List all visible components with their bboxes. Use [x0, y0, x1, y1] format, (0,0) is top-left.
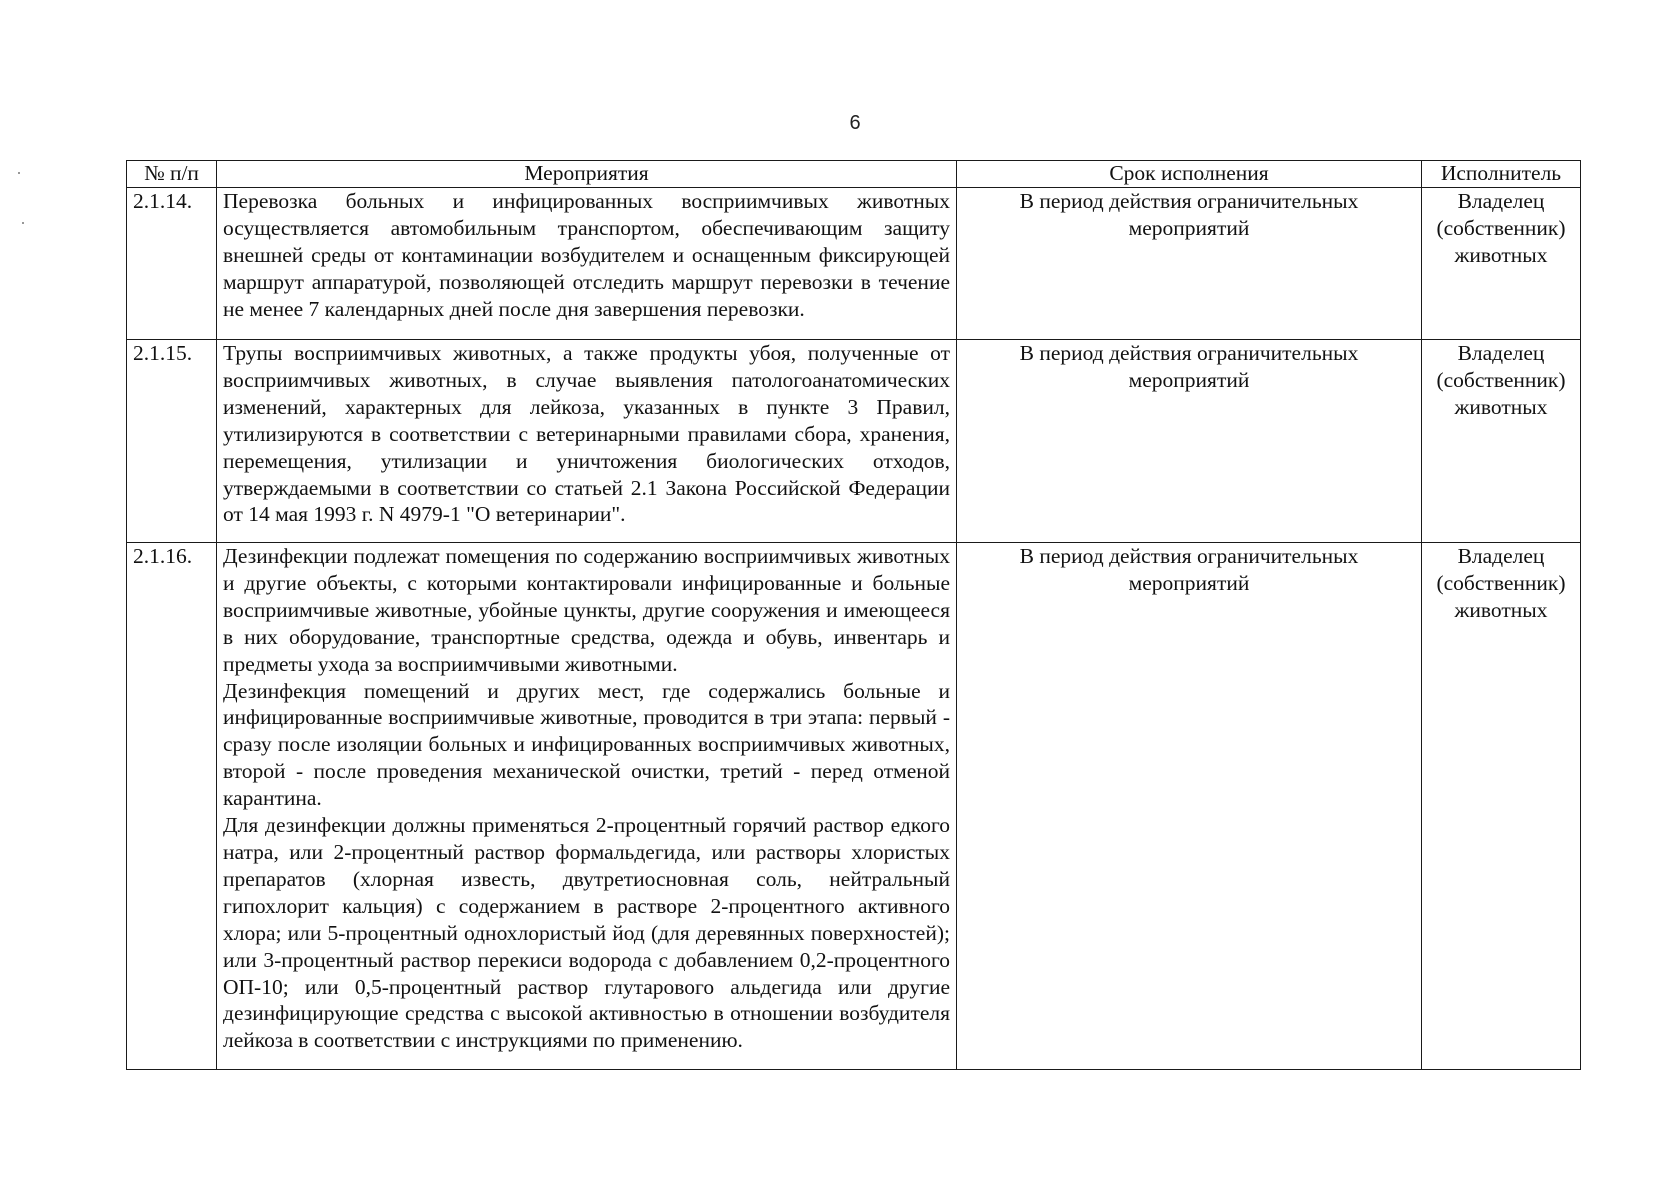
header-executor: Исполнитель	[1422, 161, 1581, 188]
table-body	[127, 188, 1581, 1070]
row-number: 2.1.15.	[127, 340, 217, 543]
scan-speck	[22, 222, 24, 224]
table-header	[127, 161, 1581, 188]
table-row	[127, 188, 1581, 340]
measure-paragraph: Дезинфекции подлежат помещения по содержанию восприимчивых животных и другие объекты, с которыми контактировали инфицированные и больные восприимчивые животные, убойные цункты, другие сооружения и имеющееся в них оборудование, транспортные средства, одежда и обувь, инвентарь и предметы ухода за восприимчивыми животными.	[223, 544, 950, 676]
measure-paragraph: Для дезинфекции должны применяться 2-процентный горячий раствор едкого натра, или 2-процентный раствор формальдегида, или растворы хлористых препаратов (хлорная известь, двутретиосновная соль, нейтральный гипохлорит кальция) с содержанием в растворе 2-процентного активного хлора; или 5-процентный однохлористый йод (для деревянных поверхностей); или 3-процентный раствор перекиси водорода с добавлением 0,2-процентного ОП-10; или 0,5-процентный раствор глутарового альдегида или другие дезинфицирующие средства с высокой активностью в отношении возбудителя лейкоза в соответствии с инструкциями по применению.	[223, 813, 950, 1053]
term-text: В период действия ограничительных мероприятий	[957, 543, 1422, 1070]
executor-text: Владелец (собственник) животных	[1422, 543, 1581, 1070]
measure-paragraph: Трупы восприимчивых животных, а также продукты убоя, полученные от восприимчивых животных, в случае выявления патологоанатомических изменений, характерных для лейкоза, указанных в пункте 3 Правил, утилизируются в соответствии с ветеринарными правилами сбора, хранения, перемещения, утилизации и уничтожения биологических отходов, утверждаемыми в соответствии со статьей 2.1 Закона Российской Федерации от 14 мая 1993 г. N 4979-1 "О ветеринарии".	[223, 341, 950, 527]
measure-paragraph: Дезинфекция помещений и других мест, где содержались больные и инфицированные восприимчивые животные, проводится в три этапа: первый - сразу после изоляции больных и инфицированных восприимчивых животных, второй - после проведения механической очистки, третий - перед отменой карантина.	[223, 678, 950, 811]
header-measures: Мероприятия	[217, 161, 957, 188]
measure-text	[217, 340, 957, 543]
row-number: 2.1.16.	[127, 543, 217, 1070]
measure-text	[217, 188, 957, 340]
term-text: В период действия ограничительных мероприятий	[957, 188, 1422, 340]
header-num: № п/п	[127, 161, 217, 188]
scan-speck	[18, 172, 20, 174]
header-term: Срок исполнения	[957, 161, 1422, 188]
table-row	[127, 340, 1581, 543]
header-row	[127, 161, 1581, 188]
row-number: 2.1.14.	[127, 188, 217, 340]
page-number: 6	[849, 112, 861, 134]
measure-paragraph: Перевозка больных и инфицированных восприимчивых животных осуществляется автомобильным транспортом, обеспечивающим защиту внешней среды от контаминации возбудителем и оснащенным фиксирующей маршрут аппаратурой, позволяющей отследить маршрут перевозки в течение не менее 7 календарных дней после дня завершения перевозки.	[223, 189, 950, 321]
measures-table	[126, 160, 1581, 1070]
term-text: В период действия ограничительных мероприятий	[957, 340, 1422, 543]
table-row	[127, 543, 1581, 1070]
measure-text	[217, 543, 957, 1070]
executor-text: Владелец (собственник) животных	[1422, 340, 1581, 543]
executor-text: Владелец (собственник) животных	[1422, 188, 1581, 340]
